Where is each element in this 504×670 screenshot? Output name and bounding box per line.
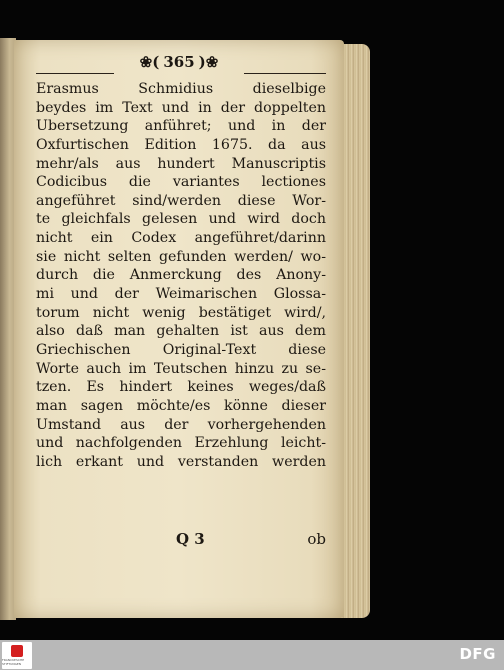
- text-line: angeführet sind/werden diese Wor-: [36, 192, 326, 209]
- text-line: Oxfurtischen Edition 1675. da aus: [36, 136, 326, 153]
- page-footer: [36, 530, 326, 552]
- text-line: te gleichfals gelesen und wird doch: [36, 211, 326, 228]
- text-line: Codicibus die variantes lectiones: [36, 174, 326, 191]
- logo-text: FRANCKESCHE STIFTUNGEN: [2, 658, 25, 666]
- signature-mark: Q 3: [176, 530, 205, 548]
- text-line: Worte auch im Teutschen hinzu zu se-: [36, 360, 326, 377]
- text-line: also daß man gehalten ist aus dem: [36, 323, 326, 340]
- text-line: Ubersetzung anführet; und in der: [36, 118, 326, 135]
- dfg-logo[interactable]: DFG: [459, 645, 496, 663]
- text-line: beydes im Text und in der doppelten: [36, 99, 326, 116]
- text-line: Griechischen Original-Text diese: [36, 341, 326, 358]
- page-header: [114, 50, 244, 74]
- logo-icon: [11, 645, 23, 657]
- viewer-bottom-bar: [0, 640, 504, 670]
- header-rule-left: [36, 73, 114, 74]
- header-rule-right: [244, 73, 326, 74]
- catchword: ob: [307, 530, 326, 548]
- page-text: [36, 80, 326, 471]
- franckesche-stiftungen-logo[interactable]: [2, 642, 32, 669]
- text-line: sie nicht selten gefunden werden/ wo-: [36, 248, 326, 265]
- book-page: [14, 40, 344, 618]
- text-line: torum nicht wenig bestätiget wird/,: [36, 304, 326, 321]
- text-line: mehr/als aus hundert Manuscriptis: [36, 155, 326, 172]
- text-line: Erasmus Schmidius dieselbige: [36, 81, 326, 97]
- page-number: 365: [163, 53, 195, 71]
- text-line: lich erkant und verstanden werden: [36, 453, 326, 470]
- text-line: und nachfolgenden Erzehlung leicht-: [36, 435, 326, 452]
- text-line: man sagen möchte/es könne dieser: [36, 397, 326, 414]
- page-stack-edge: [340, 44, 370, 618]
- ornament-right-icon: )❀: [198, 53, 219, 71]
- text-line: mi und der Weimarischen Glossa-: [36, 286, 326, 303]
- text-line: durch die Anmerckung des Anony-: [36, 267, 326, 284]
- text-line: tzen. Es hindert keines weges/daß: [36, 379, 326, 396]
- ornament-left-icon: ❀(: [139, 53, 160, 71]
- text-line: Umstand aus der vorhergehenden: [36, 416, 326, 433]
- text-line: nicht ein Codex angeführet/darinn: [36, 230, 326, 247]
